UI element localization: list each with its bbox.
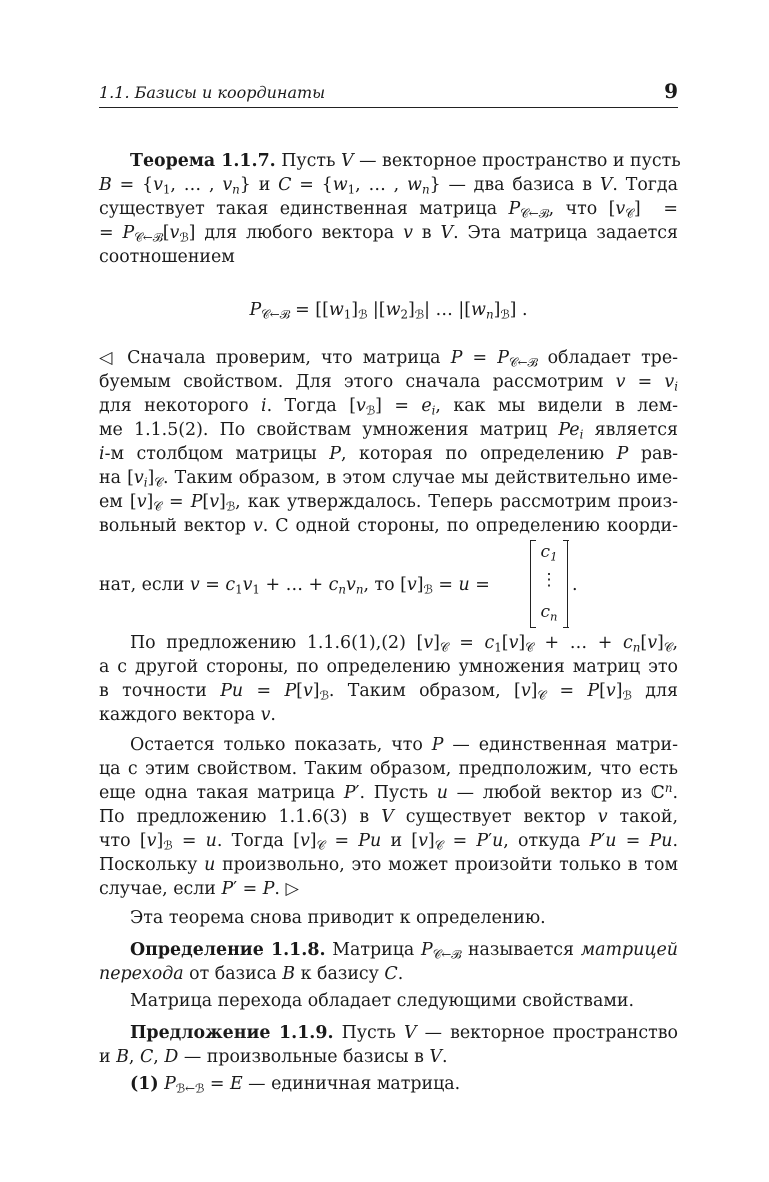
proof-line-8: вольный вектор v. С одной стороны, по определению коорди- [99, 516, 678, 536]
proof-line-17: По предложению 1.1.6(3) в V существует вектор v такой, [99, 807, 678, 827]
proof-line-15: ца с этим свойством. Таким образом, предположим, что есть [99, 759, 678, 779]
theorem-line-4: = $P_{𝒞\leftarrow ℬ}[v_ℬ]$ для любого вектора v в V. Эта матрица задается [99, 223, 678, 245]
definition-label: Определение 1.1.8. [130, 940, 326, 960]
proof-line-2: буемым свойством. Для этого сначала рассмотрим $v = v_i$ [99, 372, 678, 394]
proof-line-20: случае, если P′ = P. ▷ [99, 879, 299, 899]
matrix-entry-cn: $c_n$ [540, 602, 558, 624]
proof-line-18: что $[v]_ℬ = u$. Тогда $[v]_𝒞 = Pu$ и $[v]_𝒞 = P'u$, откуда P′u = Pu. [99, 831, 678, 853]
proof-line-14: Остается только показать, что P — единственная матри- [130, 735, 678, 755]
proof-line-1: ◁ Сначала проверим, что матрица $P = P_{𝒞\leftarrow ℬ}$ обладает тре- [99, 348, 678, 370]
proof-line-6: на $[v_i]_𝒞$. Таким образом, в этом случае мы действительно име- [99, 468, 678, 490]
transition-sentence: Эта теорема снова приводит к определению. [130, 908, 546, 928]
proposition-line-2: и B, C, D — произвольные базисы в V. [99, 1047, 448, 1067]
proposition-item-1: (1) $P_{ℬ\leftarrow ℬ} = E$ — единичная матрица. [130, 1074, 461, 1096]
column-vector-matrix [530, 540, 568, 628]
proof-line-11: а с другой стороны, по определению умножения матриц это [99, 657, 678, 677]
proof-line-9: нат, если $v = c_1v_1$ + … + $c_nv_n$, то $[v]_ℬ = u$ = [99, 575, 490, 597]
display-formula: $P_{𝒞\leftarrow ℬ} = [[w_1]_ℬ$ $|[w_2]_ℬ|$ … $|[w_n]_ℬ$] . [249, 300, 528, 322]
proof-line-4: ме 1.1.5(2). По свойствам умножения матриц $Pe_i$ является [99, 420, 679, 442]
theorem-line-1: Теорема 1.1.7. Пусть V — векторное пространство и пусть [130, 151, 681, 171]
matrix-entry-vdots: ⋮ [540, 570, 558, 590]
theorem-line-3: существует такая единственная матрица $P_{𝒞\leftarrow ℬ}$, что $[v_𝒞]$ = [99, 199, 678, 221]
proof-line-16: еще одна такая матрица P′. Пусть u — любой вектор из ℂ$^n$. [99, 781, 678, 803]
theorem-line-5: соотношением [99, 247, 235, 267]
matrix-entry-c1: $c_1$ [540, 542, 558, 564]
proof-line-19: Поскольку u произвольно, это может произойти только в том [99, 855, 678, 875]
proof-line-3: для некоторого i. Тогда $[v_ℬ] = e_i$, как мы видели в лем- [99, 396, 679, 418]
page-number: 9 [664, 79, 678, 103]
theorem-label: Теорема 1.1.7. [130, 151, 276, 171]
definition-line-2: перехода от базиса B к базису C. [99, 964, 404, 984]
running-header [99, 79, 678, 108]
proposition-label: Предложение 1.1.9. [130, 1023, 334, 1043]
definition-line-1: Определение 1.1.8. Матрица $P_{𝒞\leftarrow ℬ}$ называется матрицей [130, 940, 678, 962]
proposition-line-1: Предложение 1.1.9. Пусть V — векторное пространство [130, 1023, 678, 1043]
proof-line-10: По предложению 1.1.6(1),(2) $[v]_𝒞 = c_1[v]_𝒞$ + … + $c_n[v]_𝒞$, [130, 633, 678, 655]
matrix-period: . [572, 575, 578, 595]
section-title: 1.1. Базисы и координаты [99, 83, 326, 102]
properties-intro: Матрица перехода обладает следующими свойствами. [130, 991, 634, 1011]
proof-line-5: i-м столбцом матрицы P, которая по определению P рав- [99, 444, 679, 464]
proof-line-12: в точности $Pu = P[v]_ℬ$. Таким образом, $[v]_𝒞 = P[v]_ℬ$ для [99, 681, 678, 703]
theorem-line-2: $B = \{v_1$, … , $v_n$} и $C = \{w_1$, … , $w_n$} — два базиса в V. Тогда [99, 175, 678, 197]
proof-line-13: каждого вектора v. [99, 705, 276, 725]
proof-line-7: ем $[v]_𝒞 = P[v]_ℬ$, как утверждалось. Теперь рассмотрим произ- [99, 492, 678, 514]
